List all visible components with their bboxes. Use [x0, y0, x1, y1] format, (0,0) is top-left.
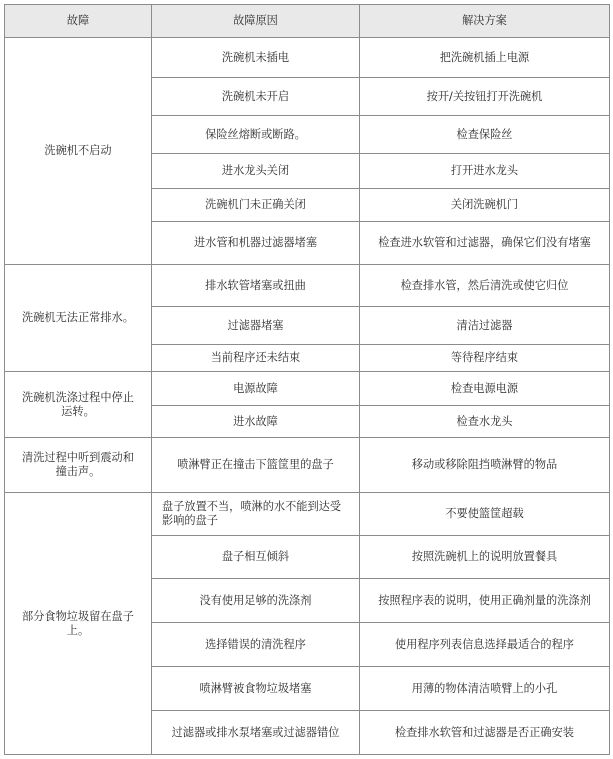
- symptom-cell: 洗碗机无法正常排水。: [5, 265, 152, 372]
- solution-cell: 按开/关按钮打开洗碗机: [360, 78, 610, 116]
- table-row: [5, 38, 610, 78]
- solution-cell: 把洗碗机插上电源: [360, 38, 610, 78]
- cause-cell: 洗碗机未开启: [152, 78, 360, 116]
- header-solution: 解决方案: [360, 5, 610, 38]
- cause-cell: 保险丝熔断或断路。: [152, 116, 360, 154]
- table-row: [5, 493, 610, 536]
- solution-cell: 清洁过滤器: [360, 307, 610, 345]
- cause-cell: 当前程序还未结束: [152, 345, 360, 372]
- cause-cell: 没有使用足够的洗涤剂: [152, 579, 360, 623]
- header-row: [5, 5, 610, 38]
- cause-cell: 选择错误的清洗程序: [152, 623, 360, 667]
- solution-cell: 不要使篮筐超载: [360, 493, 610, 536]
- cause-cell: 喷淋臂被食物垃圾堵塞: [152, 667, 360, 711]
- table-row: [5, 438, 610, 493]
- header-cause: 故障原因: [152, 5, 360, 38]
- solution-cell: 检查排水软管和过滤器是否正确安装: [360, 711, 610, 755]
- symptom-cell: 清洗过程中听到震动和撞击声。: [5, 438, 152, 493]
- cause-cell: 洗碗机未插电: [152, 38, 360, 78]
- cause-cell: 过滤器或排水泵堵塞或过滤器错位: [152, 711, 360, 755]
- solution-cell: 移动或移除阻挡喷淋臂的物品: [360, 438, 610, 493]
- solution-cell: 按照程序表的说明，使用正确剂量的洗涤剂: [360, 579, 610, 623]
- solution-cell: 关闭洗碗机门: [360, 189, 610, 222]
- solution-cell: 检查水龙头: [360, 406, 610, 438]
- solution-cell: 使用程序列表信息选择最适合的程序: [360, 623, 610, 667]
- symptom-cell: 洗碗机不启动: [5, 38, 152, 265]
- solution-cell: 打开进水龙头: [360, 154, 610, 189]
- solution-cell: 检查排水管，然后清洗或使它归位: [360, 265, 610, 307]
- cause-cell: 喷淋臂正在撞击下篮筐里的盘子: [152, 438, 360, 493]
- troubleshooting-table: [4, 4, 610, 755]
- cause-cell: 过滤器堵塞: [152, 307, 360, 345]
- solution-cell: 用薄的物体清洁喷臂上的小孔: [360, 667, 610, 711]
- cause-cell: 洗碗机门未正确关闭: [152, 189, 360, 222]
- cause-cell: 排水软管堵塞或扭曲: [152, 265, 360, 307]
- cause-cell: 盘子相互倾斜: [152, 536, 360, 579]
- cause-cell: 盘子放置不当，喷淋的水不能到达受影响的盘子: [152, 493, 360, 536]
- solution-cell: 按照洗碗机上的说明放置餐具: [360, 536, 610, 579]
- solution-cell: 检查电源电源: [360, 372, 610, 406]
- header-symptom: 故障: [5, 5, 152, 38]
- cause-cell: 进水龙头关闭: [152, 154, 360, 189]
- symptom-cell: 洗碗机洗涤过程中停止运转。: [5, 372, 152, 438]
- solution-cell: 检查保险丝: [360, 116, 610, 154]
- table-row: [5, 372, 610, 406]
- cause-cell: 进水故障: [152, 406, 360, 438]
- symptom-cell: 部分食物垃圾留在盘子上。: [5, 493, 152, 755]
- cause-cell: 电源故障: [152, 372, 360, 406]
- table-row: [5, 265, 610, 307]
- cause-cell: 进水管和机器过滤器堵塞: [152, 222, 360, 265]
- solution-cell: 等待程序结束: [360, 345, 610, 372]
- solution-cell: 检查进水软管和过滤器，确保它们没有堵塞: [360, 222, 610, 265]
